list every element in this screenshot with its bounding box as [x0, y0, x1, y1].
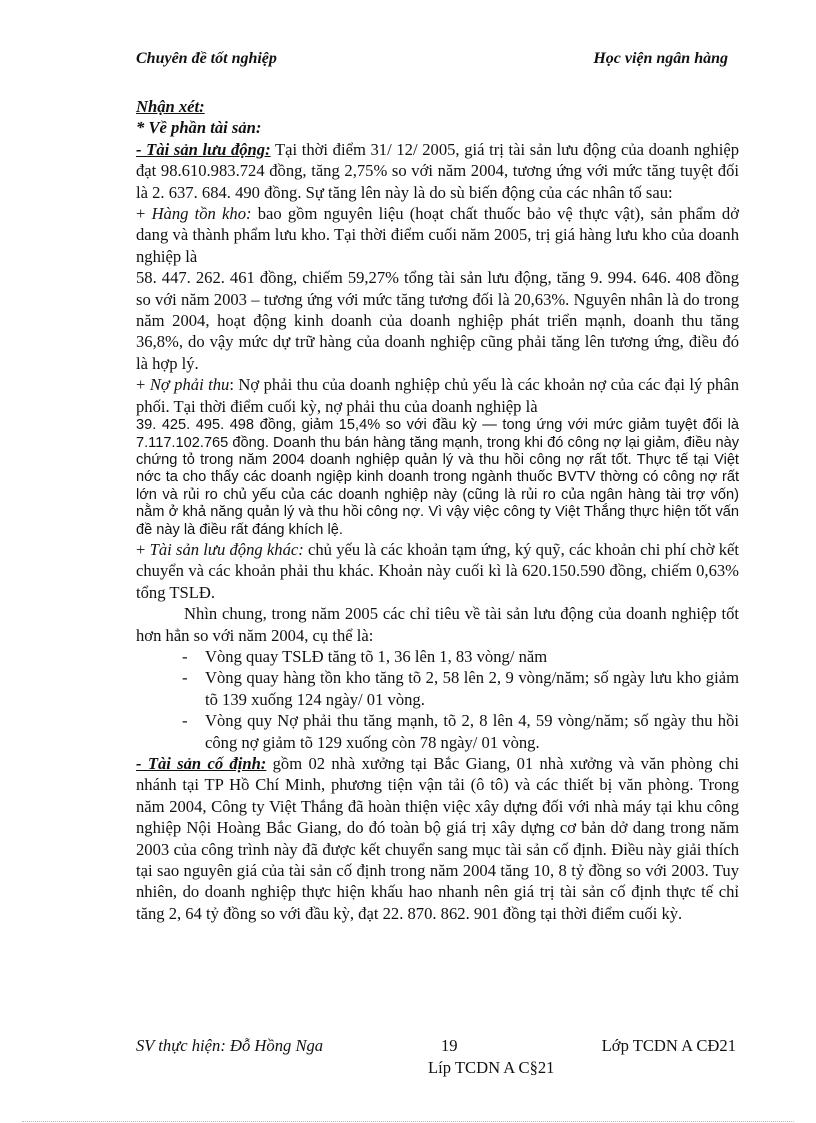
- list-item: - Vòng quay TSLĐ tăng tõ 1, 36 lên 1, 83 vòng/ năm: [182, 646, 739, 667]
- inventory-paragraph: [136, 203, 739, 267]
- receivables-paragraph: [136, 374, 739, 417]
- other-assets-text: chủ yếu là các khoản tạm ứng, ký quỹ, các khoản chi phí chờ kết chuyển và các khoản phải thu khác. Khoản này cuối kì là 620.150.590 đồng, chiếm 0,63% tổng TSLĐ.: [136, 539, 740, 602]
- current-assets-paragraph: [136, 139, 739, 203]
- footer-student: SV thực hiện: Đỗ Hồng Nga: [136, 1036, 324, 1055]
- page-footer: [136, 1036, 736, 1058]
- inventory-prefix: +: [136, 204, 152, 224]
- receivables-prefix: +: [136, 375, 150, 395]
- header-right: Học viện ngân hàng: [593, 50, 728, 67]
- remark-heading: Nhận xét:: [136, 97, 205, 116]
- other-assets-paragraph: [136, 539, 739, 603]
- other-assets-label: Tài sản lưu động khác:: [149, 539, 304, 559]
- inventory-text: bao gồm nguyên liệu (hoạt chất thuốc bảo vệ thực vật), sản phẩm dở dang và thành phẩm lưu kho. Tại thời điểm cuối năm 2005, trị giá hàng lưu kho của doanh nghiệp là: [136, 204, 739, 266]
- assets-heading: * Về phần tài sản:: [136, 118, 262, 138]
- page-number: 19: [441, 1036, 458, 1055]
- summary-paragraph: Nhìn chung, trong năm 2005 các chỉ tiêu về tài sản lưu động của doanh nghiệp tốt hơn hẳn so với năm 2004, cụ thể là:: [136, 604, 739, 645]
- other-assets-prefix: +: [136, 539, 150, 559]
- page-header: [136, 50, 728, 72]
- footer-class-secondary: Líp TCDN A C§21: [428, 1058, 555, 1077]
- fixed-assets-paragraph: [136, 753, 739, 924]
- header-left: Chuyên đề tốt nghiệp: [136, 50, 277, 67]
- list-item: - Vòng quy Nợ phải thu tăng mạnh, tõ 2, 8 lên 4, 59 vòng/năm; số ngày thu hồi công nợ giảm tõ 129 xuống còn 78 ngày/ 01 vòng.: [182, 710, 739, 753]
- receivables-paragraph-continued: 39. 425. 495. 498 đồng, giảm 15,4% so với đầu kỳ — tong ứng với mức giảm tuyệt đối là 7.117.102.765 đồng. Doanh thu bán hàng tăng mạnh, trong khi đó công nợ lại giảm, điều này chứng tỏ trong năm 2004 doanh nghiệp quản lý và thu hồi công nợ rất tốt. Thực tế tại Việt nớc ta cho thấy các doanh ngiệp kinh doanh trong ngành thuốc BVTV thờng có công nợ rất lớn và rủi ro chủ yếu của các doanh nghiệp này (cũng là rủi ro của ngân hàng tài trợ vốn) nằm ở khả năng quản lý và thu hồi công nợ. Vì vậy việc công ty Việt Thắng thực hiện tốt vấn đề này là điều rất đáng khích lệ.: [136, 417, 739, 538]
- inventory-paragraph-continued: 58. 447. 262. 461 đồng, chiếm 59,27% tổng tài sản lưu động, tăng 9. 994. 646. 408 đồng so với năm 2003 – tương ứng với mức tăng tương đối là 20,63%. Nguyên nhân là do trong năm 2004, hoạt động kinh doanh của doanh nghiệp phát triển mạnh, doanh thu tăng 36,8%, do vậy mức dự trữ hàng của doanh nghiệp cũng phải tăng lên tương ứng, điều đó là hợp lý.: [136, 268, 739, 373]
- current-assets-label: - Tài sản lưu động:: [136, 139, 271, 159]
- list-item: - Vòng quay hàng tồn kho tăng tõ 2, 58 lên 2, 9 vòng/năm; số ngày lưu kho giảm tõ 139 xuống 124 ngày/ 01 vòng.: [182, 667, 739, 710]
- receivables-text: : Nợ phải thu của doanh nghiệp chủ yếu là các khoản nợ của các đại lý phân phối. Tại thời điểm cuối kỳ, nợ phải thu của doanh nghiệp là: [136, 375, 739, 416]
- footer-class: Lớp TCDN A CĐ21: [601, 1036, 736, 1055]
- inventory-label: Hàng tồn kho:: [151, 204, 252, 224]
- fixed-assets-text: gồm 02 nhà xưởng tại Bắc Giang, 01 nhà xưởng và văn phòng chi nhánh tại TP Hồ Chí Minh, phương tiện vận tải (ô tô) và các thiết bị văn phòng. Trong năm 2004, Công ty Việt Thắng đã hoàn thiện việc xây dựng đối với nhà máy tại khu công nghiệp Nội Hoàng Bắc Giang, do đó toàn bộ giá trị xây dựng cơ bản dở dang trong năm 2003 của công trình này đã được kết chuyển sang mục tài sản cố định. Điều này giải thích tại sao nguyên giá của tài sản cố định trong năm 2004 tăng 10, 8 tỷ đồng so với 2003. Tuy nhiên, do doanh nghiệp thực hiện khấu hao nhanh nên giá trị tài sản cố định thực tế chỉ tăng 2, 64 tỷ đồng so với đầu kỳ, đạt 22. 870. 862. 901 đồng tại thời điểm cuối kỳ.: [136, 754, 739, 923]
- indicator-list: [136, 646, 739, 753]
- fixed-assets-label: - Tài sản cố định:: [136, 754, 267, 773]
- page-content: [136, 96, 739, 924]
- receivables-label: Nợ phải thu: [149, 375, 230, 395]
- page-bottom-divider: [22, 1121, 794, 1122]
- current-assets-text: Tại thời điểm 31/ 12/ 2005, giá trị tài sản lưu động của doanh nghiệp đạt 98.610.983.724 đồng, tăng 2,75% so với năm 2004, tương ứng với mức tăng tuyệt đối là 2. 637. 684. 490 đồng. Sự tăng lên này là do sù biến động của các nhân tố sau:: [136, 139, 740, 202]
